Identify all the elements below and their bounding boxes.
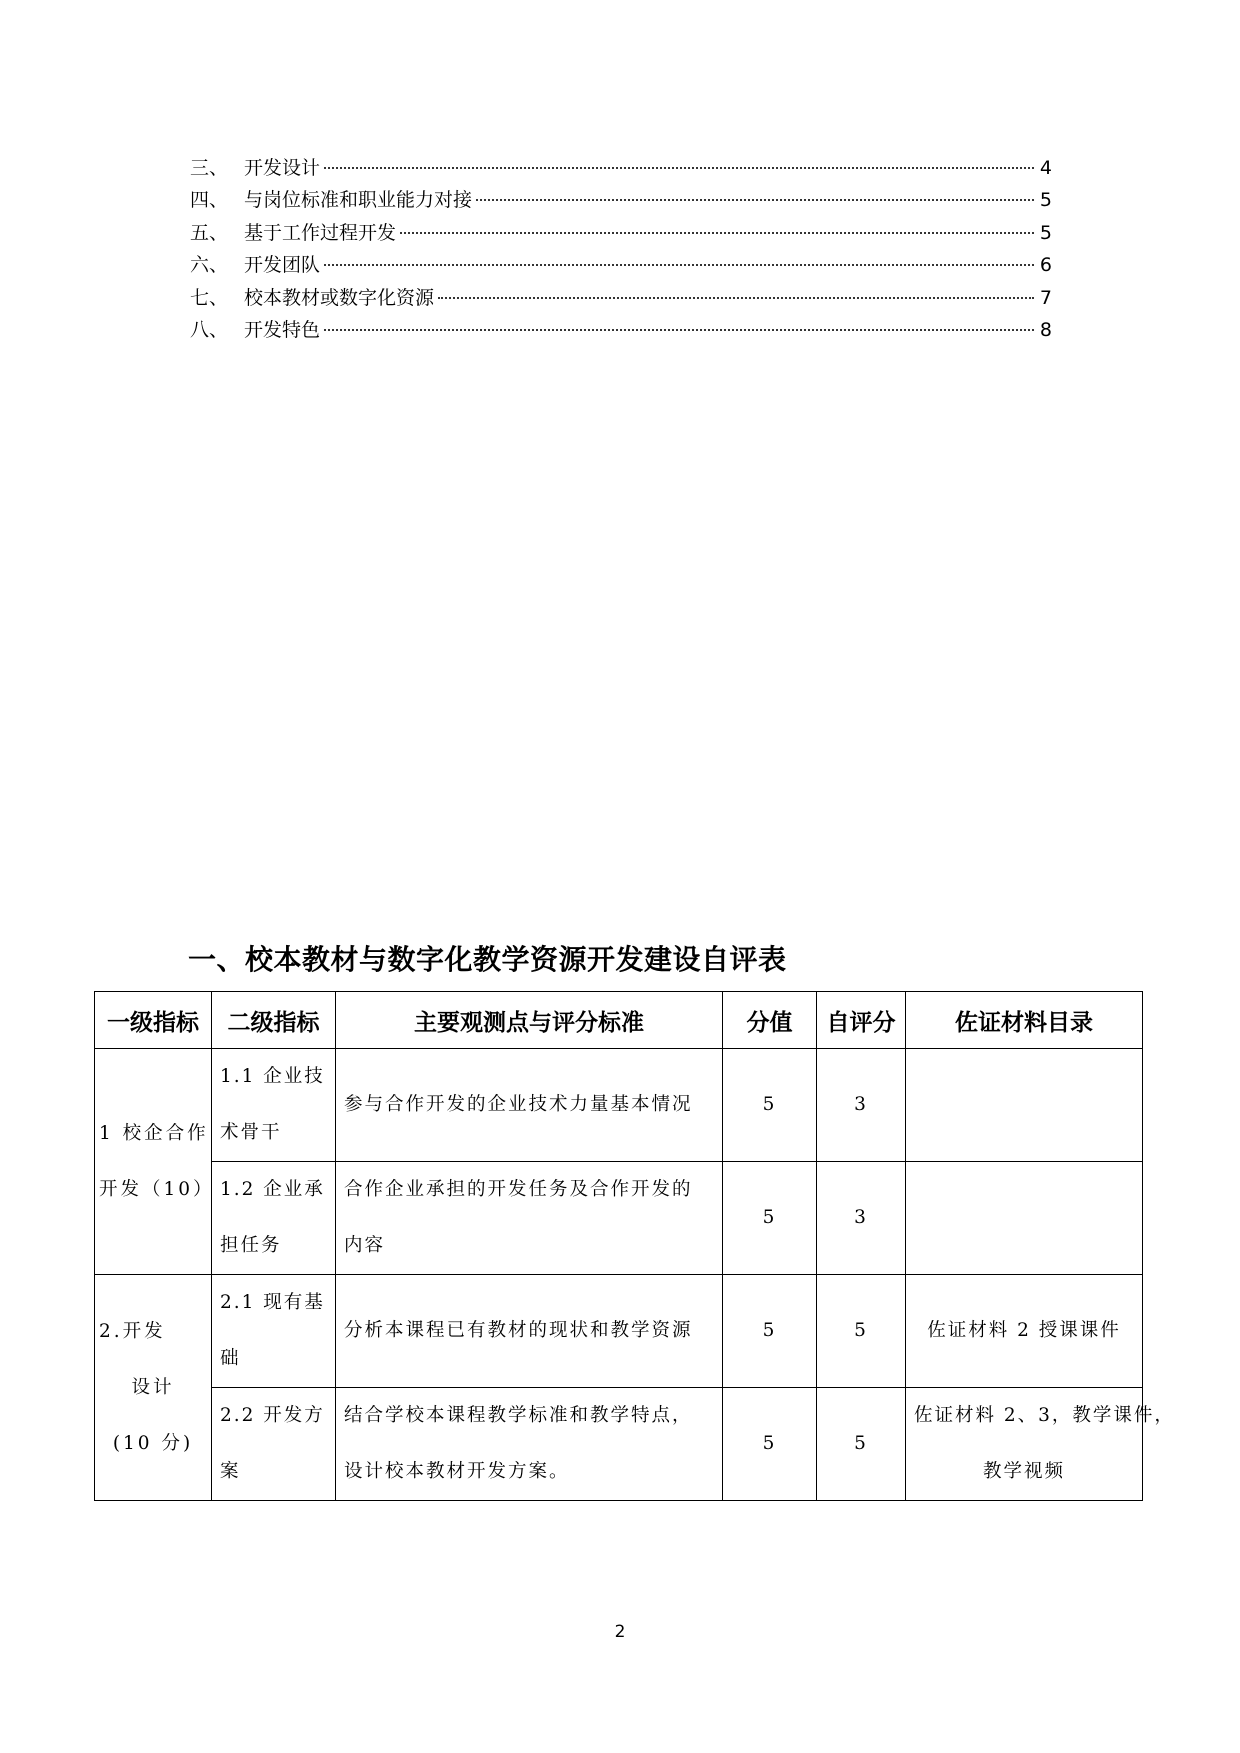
toc-entry[interactable] [190,314,1052,346]
toc-entry-number: 四、 [190,189,229,212]
evidence-text: 教学视频 [982,1461,1065,1482]
toc-dot-leader [324,263,1034,266]
level1-text: 设计 [131,1376,175,1398]
level1-text: (10 分) [112,1432,194,1454]
criteria-cell [336,1049,723,1162]
score-cell: 5 [723,1049,817,1162]
header-self-score: 自评分 [817,992,906,1049]
toc-entry-page: 5 [1039,221,1052,244]
level2-cell [212,1388,336,1501]
level1-text: 1 校企合作 [99,1122,209,1144]
section-title: 一、校本教材与数字化教学资源开发建设自评表 [188,943,787,976]
table-row [95,1049,1143,1162]
evidence-cell [906,1162,1143,1275]
self-score-cell: 3 [817,1162,906,1275]
toc-entry-page: 8 [1039,318,1052,341]
toc-entry[interactable] [190,282,1052,314]
toc-entry-number: 六、 [190,254,229,277]
table-row [95,1162,1143,1275]
toc-dot-leader [438,296,1034,299]
toc-entry[interactable] [190,249,1052,281]
evidence-cell [906,1049,1143,1162]
table-row [95,1275,1143,1388]
level2-text: 担任务 [220,1235,282,1256]
criteria-text: 合作企业承担的开发任务及合作开发的 [344,1179,693,1200]
toc-entry-title: 基于工作过程开发 [244,221,397,244]
level2-text: 1.1 企业技 [220,1066,325,1087]
toc-dot-leader [476,198,1034,201]
criteria-text: 结合学校本课程教学标准和教学特点， [344,1405,693,1426]
toc-entry-page: 5 [1039,189,1052,212]
level2-text: 1.2 企业承 [220,1179,325,1200]
toc-entry[interactable] [190,217,1052,249]
toc-entry-title: 开发团队 [244,254,321,277]
criteria-text: 内容 [344,1235,386,1256]
toc-entry-number: 三、 [190,157,229,179]
criteria-cell [336,1162,723,1275]
table-header-row [95,992,1143,1049]
header-evidence: 佐证材料目录 [906,992,1143,1049]
level2-text: 案 [220,1461,241,1482]
level1-cell [95,1275,212,1501]
criteria-text: 参与合作开发的企业技术力量基本情况 [344,1094,693,1115]
level2-text: 2.2 开发方 [220,1405,325,1426]
toc-entry[interactable] [190,152,1052,184]
criteria-text: 分析本课程已有教材的现状和教学资源 [344,1320,693,1341]
toc-entry[interactable] [190,184,1052,216]
page-number: 2 [614,1622,626,1642]
toc-entry-title: 开发设计 [244,157,321,179]
table-of-contents [190,152,1052,346]
level1-text: 2.开发 [99,1320,166,1342]
toc-entry-page: 6 [1039,254,1052,277]
toc-dot-leader [324,328,1034,331]
toc-entry-title: 与岗位标准和职业能力对接 [244,189,473,212]
level2-text: 础 [220,1348,241,1369]
level1-cell [95,1049,215,1275]
toc-entry-title: 开发特色 [244,318,321,341]
toc-entry-title: 校本教材或数字化资源 [244,286,435,309]
evidence-text: 佐证材料 2 授课课件 [927,1320,1121,1341]
self-score-cell: 3 [817,1049,906,1162]
level2-cell [212,1275,336,1388]
level2-text: 2.1 现有基 [220,1292,325,1313]
toc-dot-leader [400,231,1034,234]
criteria-cell [336,1275,723,1388]
evidence-text: 佐证材料 2、3，教学课件， [914,1405,1175,1426]
header-score: 分值 [723,992,817,1049]
score-cell: 5 [723,1162,817,1275]
evidence-cell [906,1388,1175,1501]
self-evaluation-table [94,991,1175,1501]
self-score-cell: 5 [817,1275,906,1388]
self-score-cell: 5 [817,1388,906,1501]
toc-entry-page: 4 [1039,157,1052,179]
level2-text: 术骨干 [220,1122,282,1143]
toc-entry-number: 八、 [190,318,229,341]
toc-entry-page: 7 [1039,286,1052,309]
evidence-cell [906,1275,1143,1388]
header-criteria: 主要观测点与评分标准 [336,992,723,1049]
level2-cell [212,1162,336,1275]
header-level1: 一级指标 [95,992,212,1049]
score-cell: 5 [723,1388,817,1501]
toc-entry-number: 五、 [190,221,229,244]
criteria-text: 设计校本教材开发方案。 [344,1461,570,1482]
score-cell: 5 [723,1275,817,1388]
level2-cell [212,1049,336,1162]
table-row [95,1388,1143,1501]
criteria-cell [336,1388,723,1501]
toc-dot-leader [324,166,1034,169]
level1-text: 开发（10） [99,1178,215,1200]
header-level2: 二级指标 [212,992,336,1049]
toc-entry-number: 七、 [190,286,229,309]
